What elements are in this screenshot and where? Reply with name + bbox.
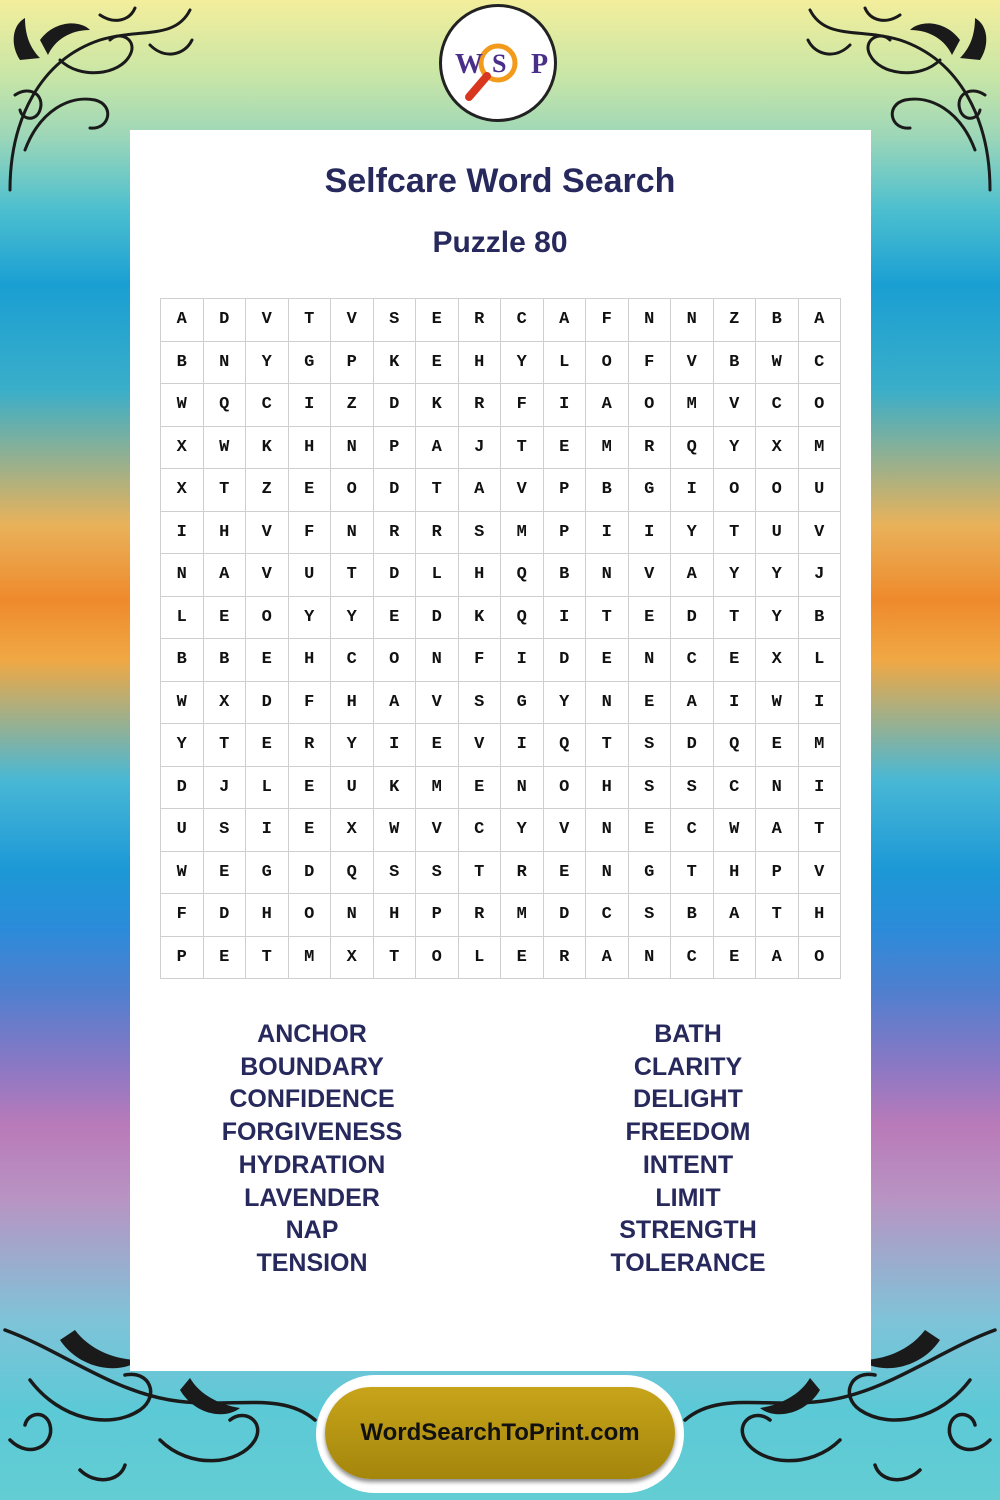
grid-cell[interactable]: N — [416, 639, 459, 682]
grid-cell[interactable]: E — [288, 469, 331, 512]
grid-cell[interactable]: H — [331, 681, 374, 724]
grid-cell[interactable]: W — [161, 851, 204, 894]
word-item: BOUNDARY — [240, 1052, 384, 1081]
grid-cell[interactable]: G — [628, 851, 671, 894]
grid-cell[interactable]: Y — [501, 341, 544, 384]
grid-cell[interactable]: O — [543, 766, 586, 809]
grid-cell[interactable]: G — [246, 851, 289, 894]
grid-cell[interactable]: H — [586, 766, 629, 809]
grid-cell[interactable]: R — [458, 894, 501, 937]
grid-cell[interactable]: F — [628, 341, 671, 384]
grid-cell[interactable]: E — [203, 851, 246, 894]
grid-row — [161, 341, 841, 384]
grid-cell[interactable]: I — [798, 766, 841, 809]
grid-cell[interactable]: P — [373, 426, 416, 469]
grid-cell[interactable]: F — [501, 384, 544, 427]
grid-cell[interactable]: Z — [331, 384, 374, 427]
grid-cell[interactable]: H — [246, 894, 289, 937]
grid-cell[interactable]: O — [586, 341, 629, 384]
grid-cell[interactable]: T — [501, 426, 544, 469]
grid-cell[interactable]: V — [501, 469, 544, 512]
logo-letter-s: S — [492, 49, 507, 78]
grid-cell[interactable]: W — [756, 681, 799, 724]
word-item: HYDRATION — [238, 1150, 386, 1179]
grid-cell[interactable]: I — [543, 596, 586, 639]
grid-cell[interactable]: Q — [203, 384, 246, 427]
grid-cell[interactable]: X — [331, 809, 374, 852]
grid-cell[interactable]: K — [458, 596, 501, 639]
word-list-left — [162, 1018, 462, 1280]
grid-cell[interactable]: T — [586, 724, 629, 767]
grid-cell[interactable]: C — [586, 894, 629, 937]
grid-cell[interactable]: H — [713, 851, 756, 894]
grid-cell[interactable]: N — [586, 554, 629, 597]
grid-cell[interactable]: V — [246, 554, 289, 597]
word-item: STRENGTH — [619, 1216, 757, 1245]
grid-cell[interactable]: C — [798, 341, 841, 384]
grid-cell[interactable]: T — [671, 851, 714, 894]
grid-cell[interactable]: H — [798, 894, 841, 937]
grid-cell[interactable]: W — [161, 681, 204, 724]
word-item: TOLERANCE — [610, 1248, 766, 1277]
grid-cell[interactable]: P — [543, 511, 586, 554]
grid-cell[interactable]: B — [798, 596, 841, 639]
grid-cell[interactable]: Z — [246, 469, 289, 512]
grid-cell[interactable]: S — [671, 766, 714, 809]
grid-cell[interactable]: A — [203, 554, 246, 597]
grid-cell[interactable]: W — [203, 426, 246, 469]
grid-cell[interactable]: T — [586, 596, 629, 639]
word-list-right — [538, 1018, 838, 1280]
logo-letter-p: P — [531, 49, 549, 80]
grid-cell[interactable]: I — [501, 639, 544, 682]
grid-cell[interactable]: C — [458, 809, 501, 852]
grid-cell[interactable]: O — [628, 384, 671, 427]
grid-cell[interactable]: A — [756, 809, 799, 852]
grid-cell[interactable]: A — [671, 554, 714, 597]
grid-cell[interactable]: S — [203, 809, 246, 852]
grid-cell[interactable]: D — [671, 724, 714, 767]
grid-cell[interactable]: E — [713, 936, 756, 979]
grid-cell[interactable]: E — [416, 724, 459, 767]
grid-cell[interactable]: S — [628, 724, 671, 767]
word-item: CLARITY — [633, 1052, 743, 1081]
grid-cell[interactable]: E — [628, 596, 671, 639]
grid-cell[interactable]: O — [373, 639, 416, 682]
grid-cell[interactable]: D — [246, 681, 289, 724]
grid-cell[interactable]: S — [373, 299, 416, 342]
grid-row — [161, 426, 841, 469]
grid-cell[interactable]: O — [756, 469, 799, 512]
grid-row — [161, 299, 841, 342]
grid-cell[interactable]: J — [458, 426, 501, 469]
grid-cell[interactable]: D — [543, 894, 586, 937]
grid-cell[interactable]: Q — [501, 554, 544, 597]
grid-cell[interactable]: C — [246, 384, 289, 427]
grid-row — [161, 596, 841, 639]
page-title: Selfcare Word Search — [324, 162, 676, 200]
grid-cell[interactable]: A — [543, 299, 586, 342]
grid-cell[interactable]: X — [331, 936, 374, 979]
grid-cell[interactable]: E — [203, 936, 246, 979]
grid-cell[interactable]: Y — [713, 554, 756, 597]
grid-cell[interactable]: W — [161, 384, 204, 427]
grid-cell[interactable]: R — [416, 511, 459, 554]
puzzle-number: Puzzle 80 — [432, 226, 568, 259]
grid-cell[interactable]: I — [628, 511, 671, 554]
grid-cell[interactable]: X — [756, 426, 799, 469]
word-item: INTENT — [642, 1150, 734, 1179]
grid-cell[interactable]: T — [288, 299, 331, 342]
grid-cell[interactable]: T — [713, 511, 756, 554]
grid-cell[interactable]: P — [161, 936, 204, 979]
grid-cell[interactable]: N — [331, 426, 374, 469]
grid-cell[interactable]: V — [416, 809, 459, 852]
grid-cell[interactable]: O — [246, 596, 289, 639]
grid-cell[interactable]: S — [416, 851, 459, 894]
grid-cell[interactable]: I — [586, 511, 629, 554]
grid-cell[interactable]: I — [373, 724, 416, 767]
grid-cell[interactable]: A — [756, 936, 799, 979]
grid-cell[interactable]: D — [203, 894, 246, 937]
grid-cell[interactable]: I — [713, 681, 756, 724]
grid-cell[interactable]: X — [756, 639, 799, 682]
grid-cell[interactable]: F — [586, 299, 629, 342]
grid-cell[interactable]: S — [458, 681, 501, 724]
grid-cell[interactable]: A — [161, 299, 204, 342]
grid-cell[interactable]: N — [628, 299, 671, 342]
grid-cell[interactable]: N — [203, 341, 246, 384]
grid-cell[interactable]: M — [288, 936, 331, 979]
grid-cell[interactable]: Q — [671, 426, 714, 469]
grid-cell[interactable]: N — [501, 766, 544, 809]
grid-cell[interactable]: E — [416, 299, 459, 342]
grid-cell[interactable]: V — [246, 511, 289, 554]
grid-cell[interactable]: M — [586, 426, 629, 469]
grid-cell[interactable]: V — [798, 851, 841, 894]
grid-cell[interactable]: H — [288, 639, 331, 682]
grid-cell[interactable]: E — [203, 596, 246, 639]
grid-cell[interactable]: R — [288, 724, 331, 767]
grid-row — [161, 681, 841, 724]
grid-cell[interactable]: Y — [543, 681, 586, 724]
grid-cell[interactable]: E — [373, 596, 416, 639]
grid-cell[interactable]: X — [203, 681, 246, 724]
grid-cell[interactable]: G — [288, 341, 331, 384]
grid-cell[interactable]: N — [756, 766, 799, 809]
grid-cell[interactable]: P — [416, 894, 459, 937]
grid-cell[interactable]: E — [628, 681, 671, 724]
grid-row — [161, 469, 841, 512]
grid-cell[interactable]: O — [798, 936, 841, 979]
grid-cell[interactable]: M — [416, 766, 459, 809]
grid-cell[interactable]: C — [501, 299, 544, 342]
grid-cell[interactable]: E — [288, 766, 331, 809]
grid-cell[interactable]: I — [501, 724, 544, 767]
grid-cell[interactable]: M — [501, 894, 544, 937]
grid-cell[interactable]: N — [586, 809, 629, 852]
logo-letter-w: W — [455, 49, 483, 80]
grid-cell[interactable]: T — [458, 851, 501, 894]
grid-cell[interactable]: Y — [331, 596, 374, 639]
grid-row — [161, 724, 841, 767]
grid-cell[interactable]: V — [458, 724, 501, 767]
grid-cell[interactable]: Q — [713, 724, 756, 767]
grid-cell[interactable]: V — [416, 681, 459, 724]
grid-cell[interactable]: R — [501, 851, 544, 894]
grid-cell[interactable]: B — [586, 469, 629, 512]
grid-cell[interactable]: G — [501, 681, 544, 724]
word-item: BATH — [654, 1020, 722, 1048]
word-item: ANCHOR — [257, 1020, 367, 1048]
grid-row — [161, 384, 841, 427]
grid-cell[interactable]: T — [798, 809, 841, 852]
grid-cell[interactable]: M — [501, 511, 544, 554]
grid-cell[interactable]: H — [288, 426, 331, 469]
grid-row — [161, 639, 841, 682]
grid-cell[interactable]: V — [331, 299, 374, 342]
grid-cell[interactable]: I — [671, 469, 714, 512]
site-link-button[interactable]: WordSearchToPrint.com — [325, 1387, 675, 1479]
grid-cell[interactable]: L — [416, 554, 459, 597]
grid-cell[interactable]: V — [798, 511, 841, 554]
grid-cell[interactable]: D — [373, 469, 416, 512]
grid-cell[interactable]: D — [373, 384, 416, 427]
grid-cell[interactable]: F — [458, 639, 501, 682]
grid-cell[interactable]: M — [798, 426, 841, 469]
word-item: LAVENDER — [244, 1183, 380, 1212]
grid-cell[interactable]: Y — [713, 426, 756, 469]
grid-cell[interactable]: E — [628, 809, 671, 852]
grid-cell[interactable]: A — [416, 426, 459, 469]
grid-cell[interactable]: E — [501, 936, 544, 979]
word-item: FREEDOM — [625, 1118, 751, 1147]
grid-cell[interactable]: T — [203, 724, 246, 767]
grid-cell[interactable]: B — [161, 639, 204, 682]
letter-grid — [160, 298, 841, 979]
grid-cell[interactable]: D — [288, 851, 331, 894]
grid-cell[interactable]: L — [458, 936, 501, 979]
grid-cell[interactable]: J — [203, 766, 246, 809]
grid-cell[interactable]: T — [331, 554, 374, 597]
grid-cell[interactable]: A — [373, 681, 416, 724]
grid-cell[interactable]: C — [713, 766, 756, 809]
grid-cell[interactable]: Y — [161, 724, 204, 767]
grid-cell[interactable]: W — [713, 809, 756, 852]
grid-cell[interactable]: H — [203, 511, 246, 554]
grid-cell[interactable]: L — [543, 341, 586, 384]
grid-cell[interactable]: K — [373, 766, 416, 809]
grid-cell[interactable]: I — [798, 681, 841, 724]
grid-cell[interactable]: L — [798, 639, 841, 682]
grid-cell[interactable]: T — [203, 469, 246, 512]
grid-cell[interactable]: B — [671, 894, 714, 937]
grid-cell[interactable]: Y — [671, 511, 714, 554]
grid-cell[interactable]: A — [798, 299, 841, 342]
grid-cell[interactable]: R — [373, 511, 416, 554]
grid-cell[interactable]: E — [756, 724, 799, 767]
grid-row — [161, 511, 841, 554]
grid-cell[interactable]: Y — [756, 596, 799, 639]
grid-cell[interactable]: T — [713, 596, 756, 639]
grid-cell[interactable]: U — [288, 554, 331, 597]
grid-cell[interactable]: B — [543, 554, 586, 597]
grid-cell[interactable]: E — [543, 851, 586, 894]
grid-cell[interactable]: S — [458, 511, 501, 554]
grid-cell[interactable]: Y — [501, 809, 544, 852]
grid-cell[interactable]: T — [246, 936, 289, 979]
grid-cell[interactable]: F — [161, 894, 204, 937]
grid-cell[interactable]: A — [586, 936, 629, 979]
grid-cell[interactable]: N — [331, 894, 374, 937]
grid-cell[interactable]: D — [671, 596, 714, 639]
grid-row — [161, 809, 841, 852]
grid-cell[interactable]: U — [331, 766, 374, 809]
grid-cell[interactable]: E — [416, 341, 459, 384]
grid-cell[interactable]: V — [628, 554, 671, 597]
grid-cell[interactable]: K — [416, 384, 459, 427]
grid-cell[interactable]: B — [756, 299, 799, 342]
grid-cell[interactable]: E — [246, 639, 289, 682]
grid-row — [161, 936, 841, 979]
grid-cell[interactable]: D — [203, 299, 246, 342]
grid-cell[interactable]: D — [416, 596, 459, 639]
grid-cell[interactable]: C — [756, 384, 799, 427]
grid-cell[interactable]: N — [161, 554, 204, 597]
grid-cell[interactable]: R — [628, 426, 671, 469]
word-item: DELIGHT — [633, 1085, 743, 1114]
grid-cell[interactable]: P — [543, 469, 586, 512]
grid-cell[interactable]: E — [288, 809, 331, 852]
grid-cell[interactable]: E — [713, 639, 756, 682]
word-item: NAP — [285, 1216, 339, 1245]
grid-cell[interactable]: C — [671, 936, 714, 979]
grid-cell[interactable]: Q — [543, 724, 586, 767]
grid-cell[interactable]: W — [756, 341, 799, 384]
grid-cell[interactable]: M — [671, 384, 714, 427]
grid-cell[interactable]: I — [161, 511, 204, 554]
grid-cell[interactable]: N — [331, 511, 374, 554]
grid-cell[interactable]: T — [416, 469, 459, 512]
grid-cell[interactable]: N — [671, 299, 714, 342]
grid-row — [161, 766, 841, 809]
grid-cell[interactable]: O — [416, 936, 459, 979]
grid-cell[interactable]: U — [161, 809, 204, 852]
word-item: TENSION — [256, 1248, 368, 1277]
grid-cell[interactable]: B — [161, 341, 204, 384]
grid-cell[interactable]: Y — [756, 554, 799, 597]
grid-row — [161, 851, 841, 894]
grid-cell[interactable]: L — [161, 596, 204, 639]
grid-cell[interactable]: A — [713, 894, 756, 937]
word-item: CONFIDENCE — [229, 1085, 395, 1114]
grid-cell[interactable]: A — [671, 681, 714, 724]
grid-cell[interactable]: Z — [713, 299, 756, 342]
grid-cell[interactable]: K — [373, 341, 416, 384]
grid-cell[interactable]: B — [203, 639, 246, 682]
grid-cell[interactable]: F — [288, 511, 331, 554]
word-item: LIMIT — [655, 1183, 721, 1212]
grid-cell[interactable]: I — [246, 809, 289, 852]
grid-cell[interactable]: Y — [331, 724, 374, 767]
grid-cell[interactable]: Q — [331, 851, 374, 894]
grid-cell[interactable]: V — [713, 384, 756, 427]
grid-cell[interactable]: L — [246, 766, 289, 809]
grid-cell[interactable]: H — [458, 341, 501, 384]
grid-cell[interactable]: E — [458, 766, 501, 809]
grid-cell[interactable]: F — [288, 681, 331, 724]
grid-cell[interactable]: C — [671, 809, 714, 852]
grid-cell[interactable]: O — [288, 894, 331, 937]
grid-cell[interactable]: J — [798, 554, 841, 597]
grid-cell[interactable]: E — [586, 639, 629, 682]
grid-cell[interactable]: O — [331, 469, 374, 512]
grid-cell[interactable]: R — [458, 299, 501, 342]
grid-cell[interactable]: M — [798, 724, 841, 767]
grid-cell[interactable]: V — [246, 299, 289, 342]
grid-cell[interactable]: C — [671, 639, 714, 682]
grid-cell[interactable]: T — [373, 936, 416, 979]
grid-cell[interactable]: N — [586, 851, 629, 894]
grid-cell[interactable]: N — [628, 639, 671, 682]
grid-cell[interactable]: G — [628, 469, 671, 512]
grid-cell[interactable]: A — [586, 384, 629, 427]
grid-cell[interactable]: O — [798, 384, 841, 427]
grid-cell[interactable]: X — [161, 469, 204, 512]
grid-cell[interactable]: S — [628, 894, 671, 937]
grid-row — [161, 554, 841, 597]
grid-cell[interactable]: E — [246, 724, 289, 767]
grid-cell[interactable]: S — [373, 851, 416, 894]
word-item: FORGIVENESS — [221, 1118, 403, 1147]
grid-cell[interactable]: N — [586, 681, 629, 724]
grid-cell[interactable]: E — [543, 426, 586, 469]
site-logo[interactable] — [439, 4, 557, 122]
grid-cell[interactable]: X — [161, 426, 204, 469]
grid-cell[interactable]: Y — [246, 341, 289, 384]
grid-cell[interactable]: I — [543, 384, 586, 427]
grid-cell[interactable]: S — [628, 766, 671, 809]
grid-cell[interactable]: D — [161, 766, 204, 809]
grid-row — [161, 894, 841, 937]
grid-cell[interactable]: V — [671, 341, 714, 384]
grid-cell[interactable]: Q — [501, 596, 544, 639]
grid-cell[interactable]: P — [331, 341, 374, 384]
grid-cell[interactable]: I — [288, 384, 331, 427]
grid-cell[interactable]: D — [543, 639, 586, 682]
grid-cell[interactable]: P — [756, 851, 799, 894]
grid-cell[interactable]: N — [628, 936, 671, 979]
grid-cell[interactable]: R — [543, 936, 586, 979]
grid-cell[interactable]: Y — [288, 596, 331, 639]
grid-cell[interactable]: O — [713, 469, 756, 512]
grid-cell[interactable]: K — [246, 426, 289, 469]
grid-cell[interactable]: U — [756, 511, 799, 554]
grid-cell[interactable]: V — [543, 809, 586, 852]
grid-cell[interactable]: U — [798, 469, 841, 512]
grid-cell[interactable]: H — [373, 894, 416, 937]
grid-cell[interactable]: R — [458, 384, 501, 427]
grid-cell[interactable]: D — [373, 554, 416, 597]
grid-cell[interactable]: A — [458, 469, 501, 512]
grid-cell[interactable]: B — [713, 341, 756, 384]
grid-cell[interactable]: C — [331, 639, 374, 682]
grid-cell[interactable]: T — [756, 894, 799, 937]
grid-cell[interactable]: W — [373, 809, 416, 852]
grid-cell[interactable]: H — [458, 554, 501, 597]
